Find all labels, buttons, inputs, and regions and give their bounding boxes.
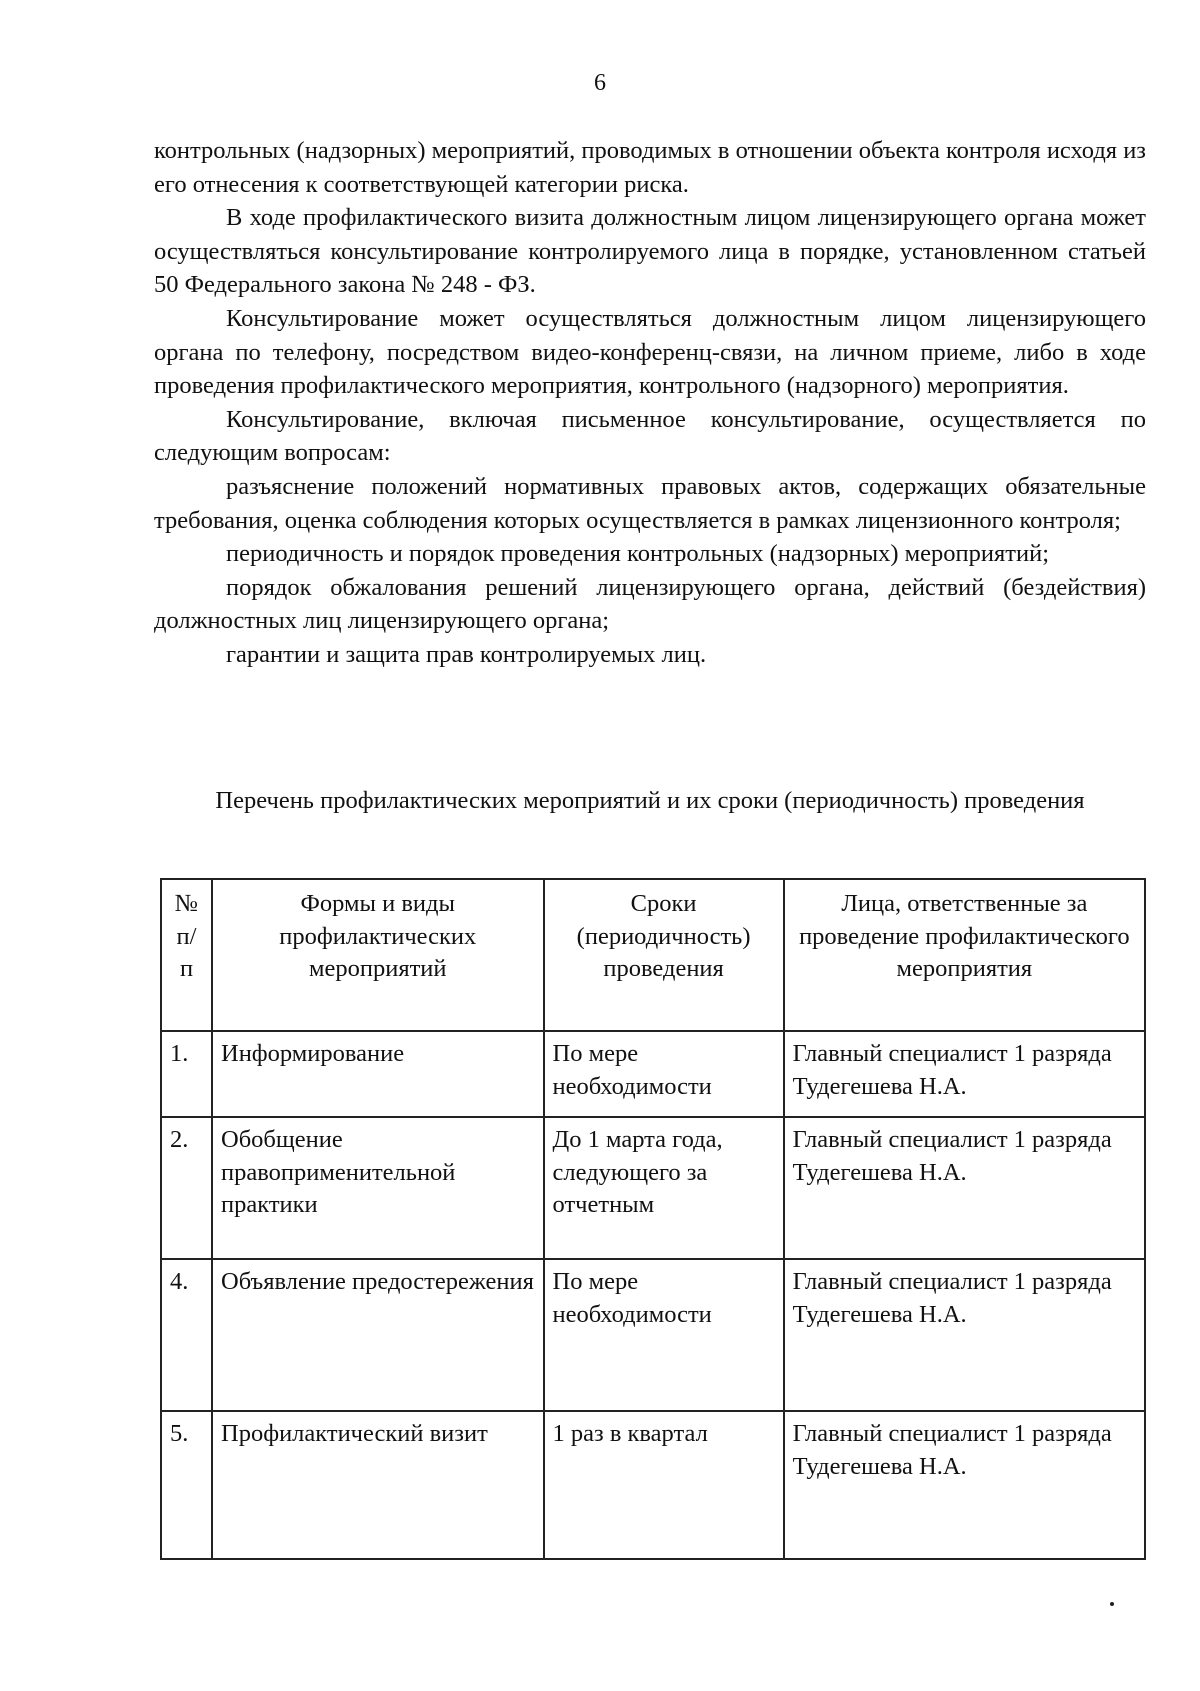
- table-row: [161, 1259, 1145, 1411]
- cell-term: По мере необходимости: [544, 1259, 784, 1411]
- paragraph-consulting-methods: Консультирование может осуществляться должностным лицом лицензирующего органа по телефону, посредством видео-конференц-связи, на личном приеме, либо в ходе проведения профилактического мероприятия, контрольного (надзорного) мероприятия.: [154, 304, 1146, 400]
- cell-form: Информирование: [212, 1031, 544, 1117]
- table-row: [161, 1411, 1145, 1559]
- prophylactic-measures-table: [160, 878, 1146, 1560]
- cell-term: По мере необходимости: [544, 1031, 784, 1117]
- cell-number: 2.: [161, 1117, 212, 1259]
- page-number: 6: [594, 70, 606, 96]
- table-header-row: [161, 879, 1145, 1031]
- body-text: [154, 134, 1146, 672]
- table-row: [161, 1117, 1145, 1259]
- paragraph-prophylactic-visit: В ходе профилактического визита должностным лицом лицензирующего органа может осуществляться консультирование контролируемого лица в порядке, установленном статьей 50 Федерального закона № 248 - ФЗ.: [154, 204, 1146, 299]
- cell-responsible: Главный специалист 1 разряда Тудегешева Н.А.: [784, 1117, 1145, 1259]
- header-forms: Формы и виды профилактических мероприятий: [212, 879, 544, 1031]
- cell-responsible: Главный специалист 1 разряда Тудегешева Н.А.: [784, 1031, 1145, 1117]
- cell-number: 4.: [161, 1259, 212, 1411]
- list-item-guarantees: гарантии и защита прав контролируемых лиц.: [226, 640, 707, 668]
- list-item-periodicity: периодичность и порядок проведения контрольных (надзорных) мероприятий;: [226, 540, 1049, 568]
- cell-number: 1.: [161, 1031, 212, 1117]
- header-terms: Сроки (периодичность) проведения: [544, 879, 784, 1031]
- cell-term: До 1 марта года, следующего за отчетным: [544, 1117, 784, 1259]
- cell-form: Профилактический визит: [212, 1411, 544, 1559]
- table-row: [161, 1031, 1145, 1117]
- header-responsible: Лица, ответственные за проведение профилактического мероприятия: [784, 879, 1145, 1031]
- paragraph-continuation: контрольных (надзорных) мероприятий, проводимых в отношении объекта контроля исходя из его отнесения к соответствующей категории риска.: [154, 137, 1146, 198]
- scan-speck: [1110, 1602, 1114, 1606]
- table-title: Перечень профилактических мероприятий и их сроки (периодичность) проведения: [215, 787, 1085, 814]
- header-number: № п/п: [161, 879, 212, 1031]
- list-item-explanation: разъяснение положений нормативных правовых актов, содержащих обязательные требования, оценка соблюдения которых осуществляется в рамках лицензионного контроля;: [154, 472, 1146, 534]
- cell-form: Объявление предостережения: [212, 1259, 544, 1411]
- cell-responsible: Главный специалист 1 разряда Тудегешева Н.А.: [784, 1259, 1145, 1411]
- list-item-appeal: порядок обжалования решений лицензирующего органа, действий (бездействия) должностных лиц лицензирующего органа;: [154, 573, 1146, 635]
- cell-responsible: Главный специалист 1 разряда Тудегешева Н.А.: [784, 1411, 1145, 1559]
- cell-form: Обобщение правоприменительной практики: [212, 1117, 544, 1259]
- cell-number: 5.: [161, 1411, 212, 1559]
- paragraph-consulting-topics: Консультирование, включая письменное консультирование, осуществляется по следующим вопросам:: [154, 405, 1146, 467]
- cell-term: 1 раз в квартал: [544, 1411, 784, 1559]
